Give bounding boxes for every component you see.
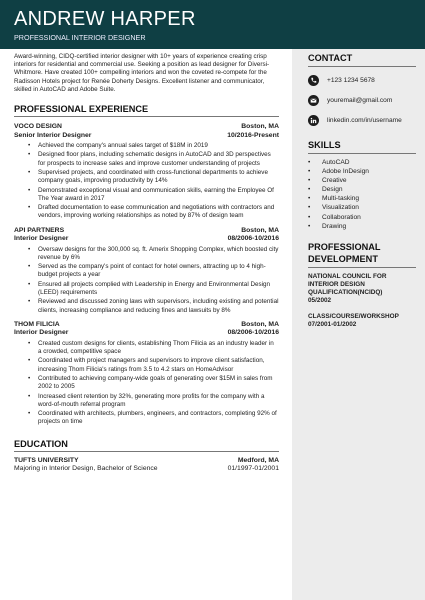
job-bullet: • Served as the company's point of contact for hotel owners, attracting up to 4 high-budget projects a year xyxy=(14,263,279,279)
school-location: Medford, MA xyxy=(237,456,279,464)
degree-dates: 01/1997-01/2001 xyxy=(227,465,279,473)
phone-text: +123 1234 5678 xyxy=(327,76,375,84)
job-bullet: • Demonstrated exceptional visual and communication skills, earning the Employee Of The Year award in 2017 xyxy=(14,187,279,203)
job-bullet: • Designed floor plans, including schematic designs in AutoCAD and 3D perspectives for prospects to increase sales and improve customer understanding of projects xyxy=(14,151,279,167)
skill-item: • Collaboration xyxy=(308,213,416,222)
job-bullet: • Contributed to achieving company-wide goals of generating over $15M in sales from 2002 to 2005 xyxy=(14,375,279,391)
header-banner xyxy=(0,0,425,49)
summary-text: Award-winning, CIDQ-certified interior designer with 10+ years of experience creating crisp interiors for residential and commercial use. Seeking a position as lead designer for Diversi-Whitmore. Have created 100+ compelling interiors and won the coveted re-compete for the Radisson Hotels project for Renée Doherty Designs. Excellent listener and communicator, skilled in AutoCAD and Adobe Suite. xyxy=(14,53,270,93)
skill-item: • Creative xyxy=(308,176,416,185)
contact-phone xyxy=(308,73,416,87)
school-name: TUFTS UNIVERSITY xyxy=(14,456,79,464)
job-bullet: • Increased client retention by 32%, generating more profits for the company with a word-of-mouth referral program xyxy=(14,393,279,409)
education-heading: EDUCATION xyxy=(14,439,279,452)
job-company: THOM FILICIA xyxy=(14,320,60,328)
skill-item: • Adobe InDesign xyxy=(308,167,416,176)
development-date: 05/2002 xyxy=(308,297,332,305)
skill-item: • Multi-tasking xyxy=(308,194,416,203)
email-text: youremail@gmail.com xyxy=(327,96,393,104)
job-bullets xyxy=(14,142,279,221)
job-role: Interior Designer xyxy=(14,235,69,243)
linkedin-text: linkedin.com/in/username xyxy=(327,116,402,124)
job-bullets xyxy=(14,246,279,315)
contact-linkedin xyxy=(308,113,416,127)
skill-item: • AutoCAD xyxy=(308,158,416,167)
job-bullets xyxy=(14,340,279,427)
experience-heading: PROFESSIONAL EXPERIENCE xyxy=(14,104,279,117)
development-item xyxy=(308,313,416,329)
job-bullet: • Oversaw designs for the 300,000 sq. ft. Amerix Shopping Complex, which boosted city revenue by 6% xyxy=(14,246,279,262)
job-location: Boston, MA xyxy=(241,226,279,234)
contact-heading: CONTACT xyxy=(308,53,416,67)
job-bullet: • Drafted documentation to ease communication and negotiations with contractors and vendors, improving working relationships as noted by 87% of design team xyxy=(14,204,279,220)
job-bullet: • Coordinated with project managers and supervisors to improve client satisfaction, increasing Thom Filicia's ratings from 3.5 to 4.2 stars on HomeAdvisor xyxy=(14,357,279,373)
development-heading: PROFESSIONAL DEVELOPMENT xyxy=(308,241,416,268)
job-bullet: • Supervised projects, and coordinated with cross-functional departments to achieve company goals, improving productivity by 14% xyxy=(14,169,279,185)
development-item xyxy=(308,273,416,306)
candidate-name: ANDREW HARPER xyxy=(14,8,196,30)
skill-item: • Design xyxy=(308,185,416,194)
contact-email xyxy=(308,93,416,107)
job-location: Boston, MA xyxy=(241,123,279,131)
job-dates: 08/2006-10/2016 xyxy=(227,235,279,243)
phone-icon xyxy=(308,75,319,86)
email-icon xyxy=(308,95,319,106)
skills-heading: SKILLS xyxy=(308,140,416,154)
job-bullet: • Achieved the company's annual sales target of $18M in 2019 xyxy=(14,142,279,150)
job-bullet: • Created custom designs for clients, establishing Thom Filicia as an industry leader in a crowded, competitive space xyxy=(14,340,279,356)
degree: Majoring in Interior Design, Bachelor of Science xyxy=(14,465,158,473)
development-title: NATIONAL COUNCIL FOR INTERIOR DESIGN QUALIFICATION(NCIDQ) xyxy=(308,272,387,297)
job-entry xyxy=(14,123,279,221)
job-dates: 08/2006-10/2016 xyxy=(227,329,279,337)
sidebar-column xyxy=(308,53,416,329)
job-company: API PARTNERS xyxy=(14,226,65,234)
skill-item: • Drawing xyxy=(308,222,416,231)
development-date: 07/2001-01/2002 xyxy=(308,320,357,328)
job-dates: 10/2016-Present xyxy=(227,131,279,139)
job-entry xyxy=(14,321,279,427)
job-bullet: • Ensured all projects complied with Leadership in Energy and Environmental Design (LEED) requirements xyxy=(14,281,279,297)
job-location: Boston, MA xyxy=(241,320,279,328)
job-bullet: • Reviewed and discussed zoning laws with supervisors, including existing and potential clients, increasing compliance and reducing fines and lawsuits by 8% xyxy=(14,298,279,314)
candidate-title: PROFESSIONAL INTERIOR DESIGNER xyxy=(14,33,146,42)
linkedin-icon xyxy=(308,115,319,126)
skill-item: • Visualization xyxy=(308,203,416,212)
job-entry xyxy=(14,227,279,315)
job-company: VOCO DESIGN xyxy=(14,123,62,131)
development-title: CLASS/COURSE/WORKSHOP xyxy=(308,312,399,320)
job-bullet: • Coordinated with architects, plumbers, engineers, and contractors, completing 92% of projects on time xyxy=(14,410,279,426)
job-role: Senior Interior Designer xyxy=(14,131,92,139)
main-column xyxy=(14,53,279,474)
skills-list xyxy=(308,158,416,231)
job-role: Interior Designer xyxy=(14,329,69,337)
